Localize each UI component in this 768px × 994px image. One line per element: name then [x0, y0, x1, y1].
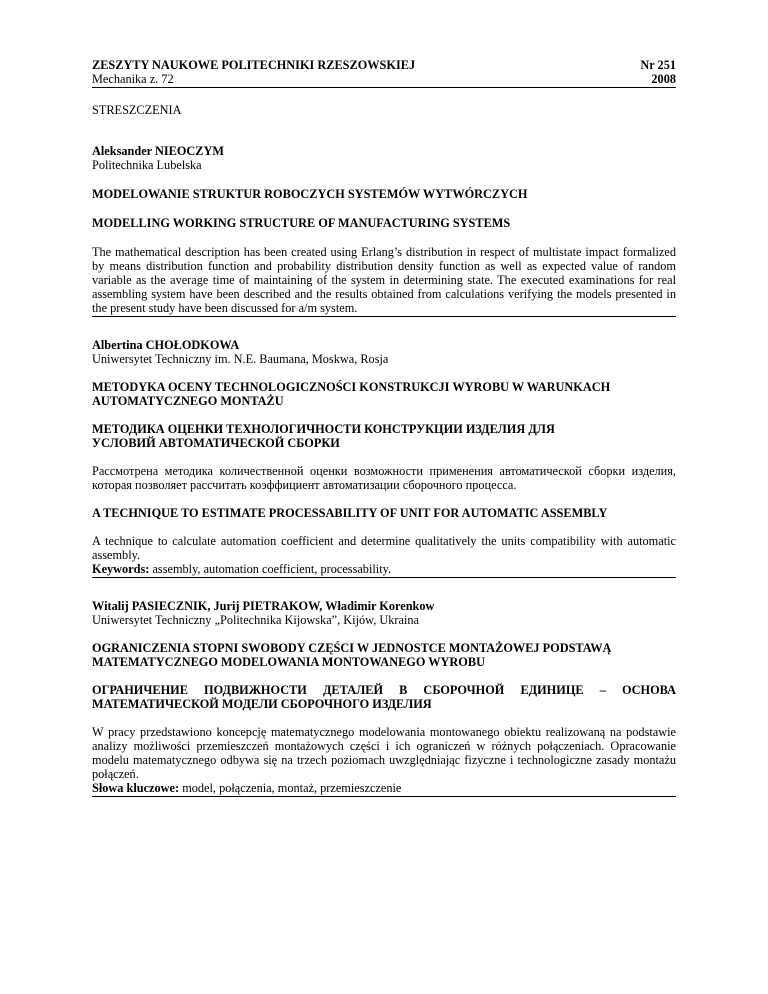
journal-name: ZESZYTY NAUKOWE POLITECHNIKI RZESZOWSKIEJ [92, 58, 416, 72]
keywords-line [92, 562, 676, 576]
section-label: STRESZCZENIA [92, 103, 182, 117]
title-russian: МЕТОДИКА ОЦЕНКИ ТЕХНОЛОГИЧНОСТИ КОНСТРУКЦИИ ИЗДЕЛИЯ ДЛЯ УСЛОВИЙ АВТОМАТИЧЕСКОЙ СБОРКИ [92, 422, 555, 450]
running-header [92, 58, 676, 88]
abstract-entry [92, 599, 676, 797]
issue-year: 2008 [651, 72, 676, 86]
author-names: Aleksander NIEOCZYM [92, 144, 224, 158]
affiliation: Uniwersytet Techniczny „Politechnika Kijowska”, Kijów, Ukraina [92, 613, 419, 627]
keywords-line [92, 781, 676, 795]
title-polish: MODELOWANIE STRUKTUR ROBOCZYCH SYSTEMÓW WYTWÓRCZYCH [92, 187, 528, 201]
abstract-text: A technique to calculate automation coefficient and determine qualitatively the units compatibility with automatic assembly. [92, 534, 676, 562]
issue-number: Nr 251 [640, 58, 676, 72]
title-english: MODELLING WORKING STRUCTURE OF MANUFACTURING SYSTEMS [92, 216, 511, 230]
title-polish: METODYKA OCENY TECHNOLOGICZNOŚCI KONSTRUKCJI WYROBU W WARUNKACH AUTOMATYCZNEGO MONTAŻU [92, 380, 611, 408]
series-name: Mechanika z. 72 [92, 72, 174, 86]
title-russian: ОГРАНИЧЕНИЕ ПОДВИЖНОСТИ ДЕТАЛЕЙ В СБОРОЧНОЙ ЕДИНИЦЕ – ОСНОВА МАТЕМАТИЧЕСКОЙ МОДЕЛИ СБОРОЧНОГО ИЗДЕЛИЯ [92, 683, 676, 711]
abstract-text: The mathematical description has been created using Erlang’s distribution in respect of multistate impact formalized by means distribution function and probability distribution density function as well as expected value of random variable as the average time of maintaining of the system in determining state. The executed examinations for real assembling system have been described and the results obtained from calculations verifying the models presented in the present study have been discussed for a/m system. [92, 245, 676, 315]
title-english: A TECHNIQUE TO ESTIMATE PROCESSABILITY OF UNIT FOR AUTOMATIC ASSEMBLY [92, 506, 608, 520]
entry-divider [92, 577, 676, 578]
abstract-entry [92, 144, 676, 317]
keywords-list: assembly, automation coefficient, processability. [152, 562, 392, 576]
author-names: Albertina CHOŁODKOWA [92, 338, 240, 352]
entry-divider [92, 316, 676, 317]
keywords-label: Keywords: [92, 562, 150, 576]
affiliation: Politechnika Lubelska [92, 158, 202, 172]
keywords-list: model, połączenia, montaż, przemieszczenie [182, 781, 402, 795]
keywords-label: Słowa kluczowe: [92, 781, 180, 795]
affiliation: Uniwersytet Techniczny im. N.E. Baumana, Moskwa, Rosja [92, 352, 389, 366]
header-left [92, 58, 415, 86]
abstract-text: W pracy przedstawiono koncepcję matematycznego modelowania montowanego obiektu realizowaną na podstawie analizy możliwości przemieszczeń montażowych części i ich ograniczeń w różnych połączeniach. Opracowanie modelu matematycznego odbywa się na trzech poziomach uwzględniając fizyczne i technologiczne zasady montażu połączeń. [92, 725, 676, 781]
author-names: Witalij PASIECZNIK, Jurij PIETRAKOW, Władimir Korenkow [92, 599, 435, 613]
title-polish: OGRANICZENIA STOPNI SWOBODY CZĘŚCI W JEDNOSTCE MONTAŻOWEJ PODSTAWĄ MATEMATYCZNEGO MODELOWANIA MONTOWANEGO WYROBU [92, 641, 612, 669]
entry-divider [92, 796, 676, 797]
abstract-russian: Рассмотрена методика количественной оценки возможности применения автоматической сборки изделия, которая позволяет рассчитать коэффициент автоматизации сборочного процесса. [92, 464, 676, 492]
page [92, 58, 676, 797]
abstract-entry [92, 338, 676, 578]
header-right [640, 58, 676, 86]
